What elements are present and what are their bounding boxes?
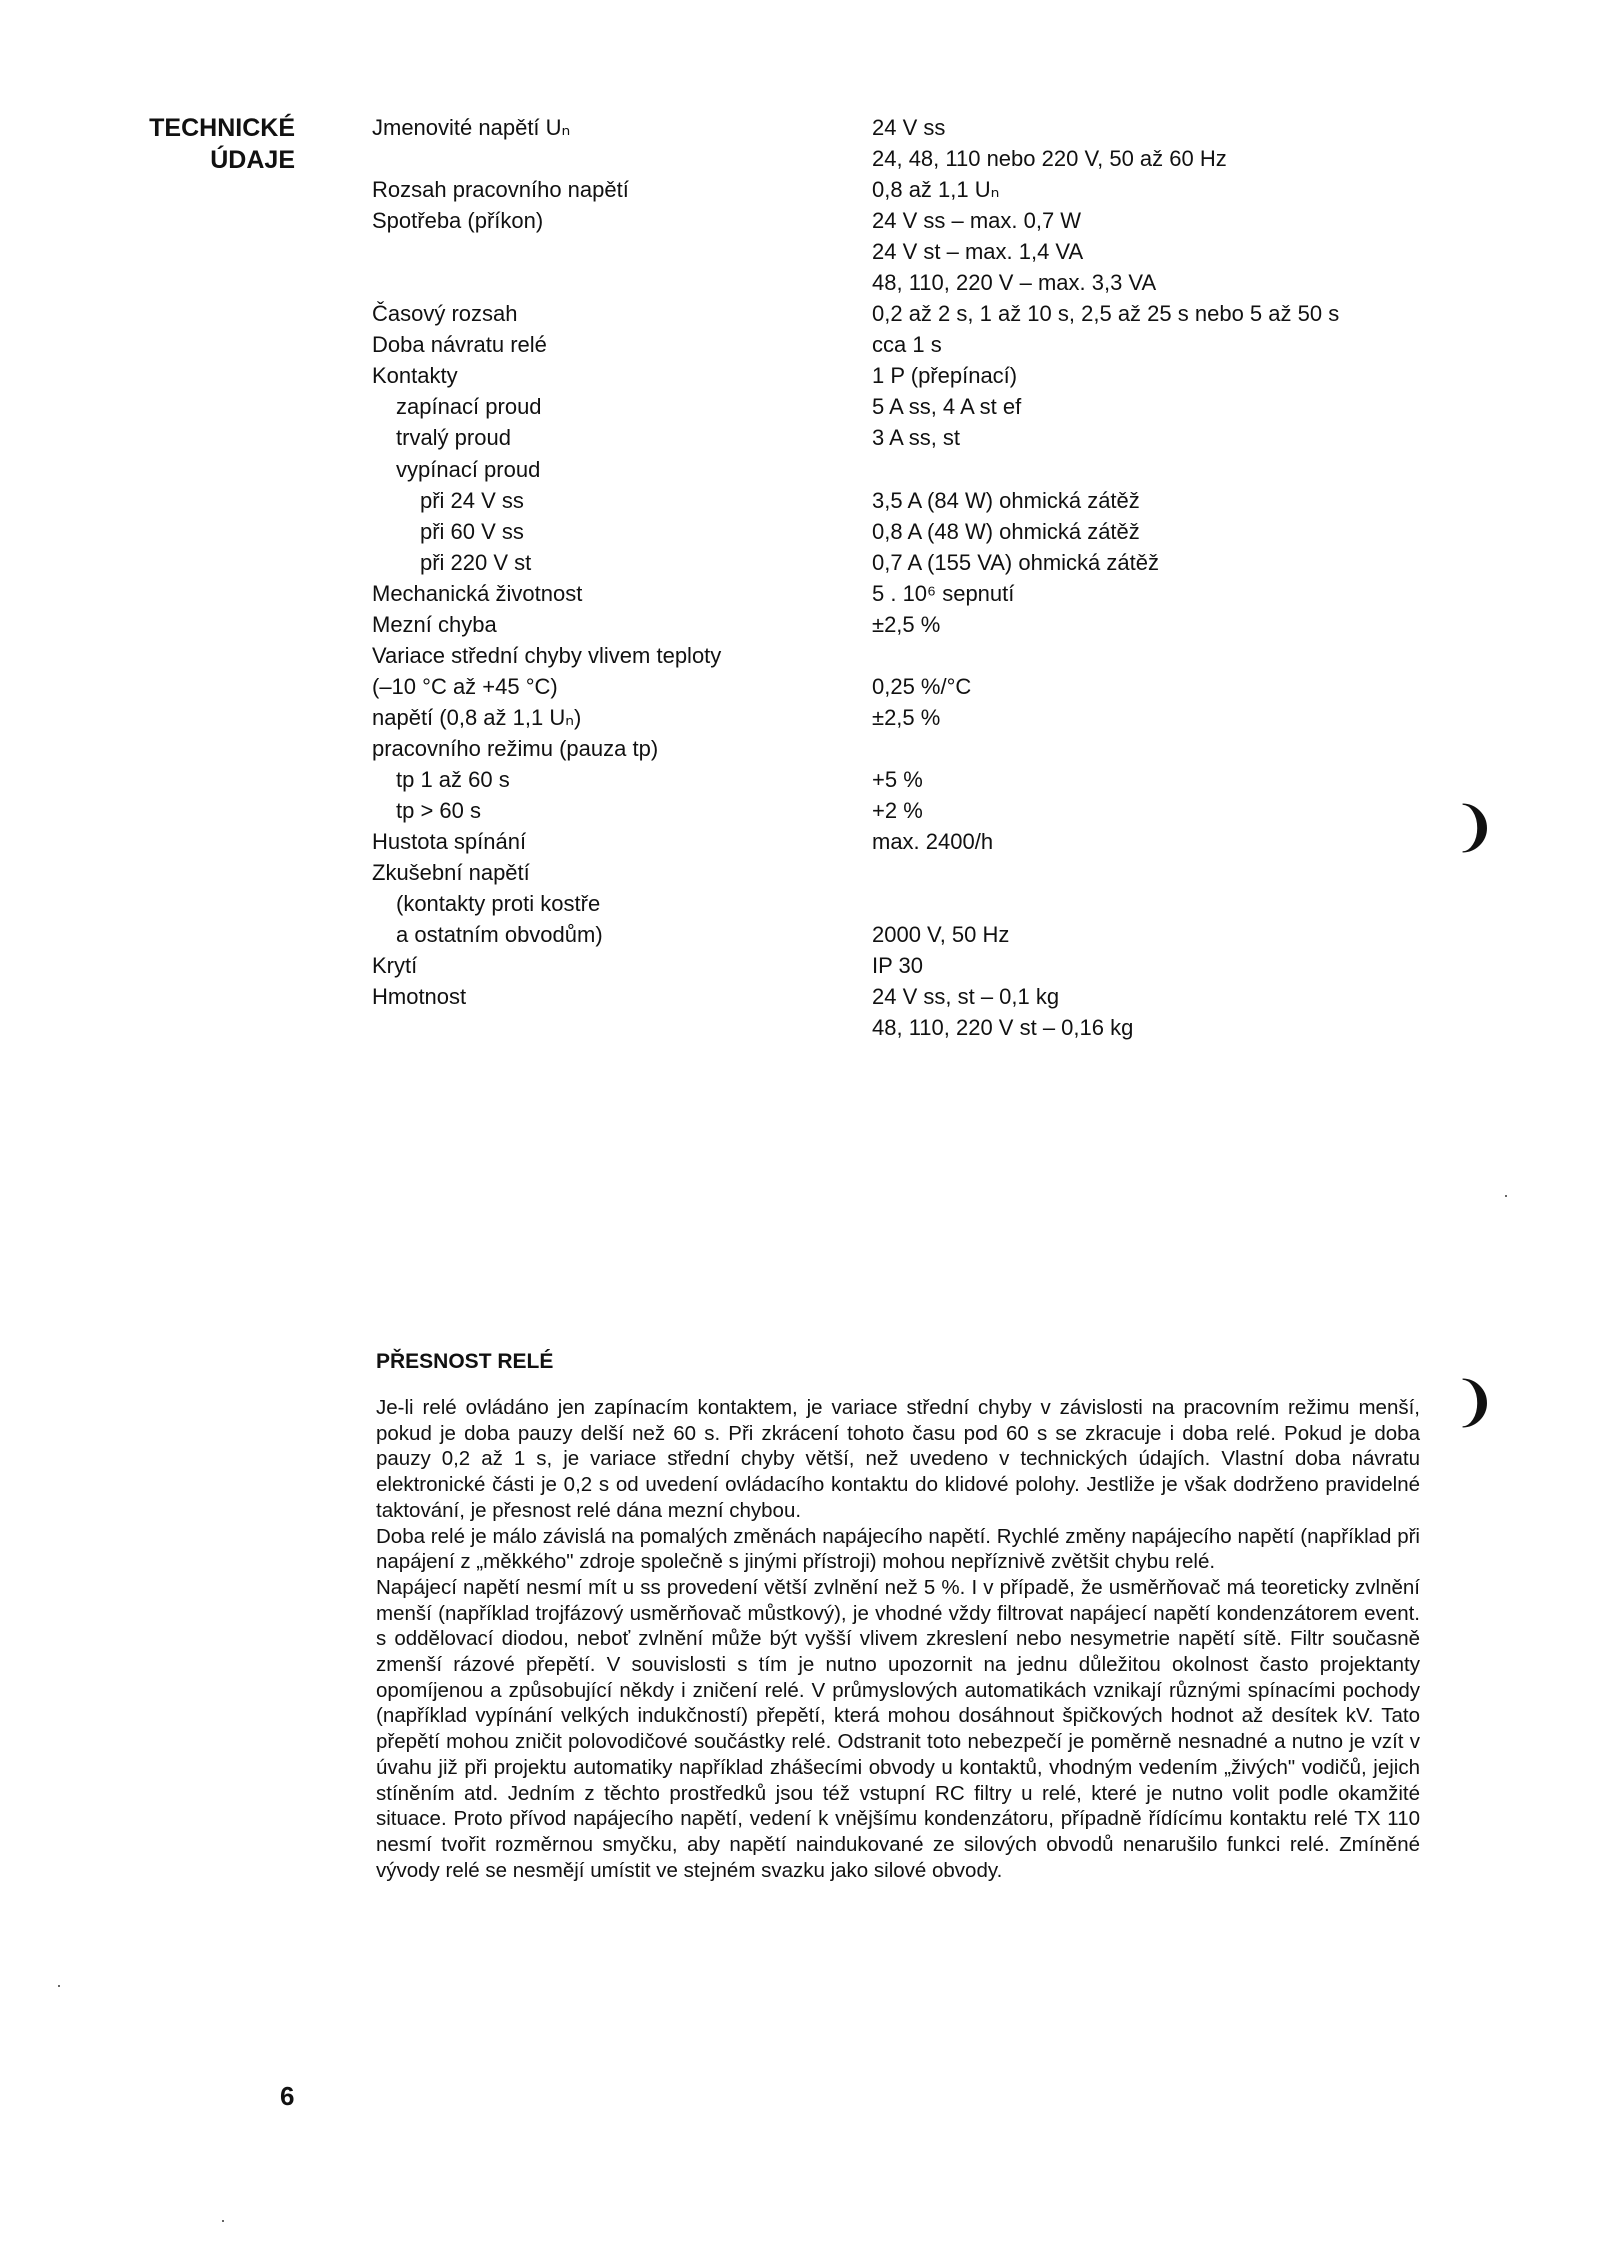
spec-label: Variace střední chyby vlivem teploty	[372, 642, 722, 668]
spec-value: +2 %	[872, 798, 923, 824]
paragraph: Doba relé je málo závislá na pomalých změnách napájecího napětí. Rychlé změny napájecího napětí (například při napájení z „měkkého" zdroje společně s jinými přístroji) mohou nepříznivě zvětšit chybu relé.	[376, 1524, 1420, 1574]
spec-label: Zkušební napětí	[372, 860, 530, 886]
spec-value: cca 1 s	[872, 332, 942, 358]
binder-hole-mark: ❩	[1452, 1372, 1498, 1432]
spec-value: 24, 48, 110 nebo 220 V, 50 až 60 Hz	[872, 146, 1227, 172]
spec-row	[372, 857, 1522, 888]
spec-row	[372, 112, 1522, 143]
spec-row	[372, 298, 1522, 329]
spec-label: při 60 V ss	[420, 518, 524, 544]
spec-row	[372, 919, 1522, 950]
spec-row	[372, 143, 1522, 174]
spec-label: Spotřeba (příkon)	[372, 208, 544, 234]
spec-label: Hmotnost	[372, 984, 467, 1010]
spec-row	[372, 671, 1522, 702]
page-number: 6	[280, 2081, 295, 2111]
spec-label: vypínací proud	[396, 456, 541, 482]
spec-value: 0,25 %/°C	[872, 673, 972, 699]
spec-label: tp 1 až 60 s	[396, 766, 510, 792]
accuracy-heading: PŘESNOST RELÉ	[376, 1350, 554, 1373]
spec-value: 24 V ss	[872, 115, 946, 140]
spec-value: 24 V ss – max. 0,7 W	[872, 208, 1082, 234]
spec-row	[372, 733, 1522, 764]
spec-row	[372, 516, 1522, 547]
spec-label: Jmenovité napětí Uₙ	[372, 115, 571, 140]
spec-value: ±2,5 %	[872, 611, 941, 637]
spec-row	[372, 640, 1522, 671]
spec-label: Hustota spínání	[372, 829, 527, 855]
spec-label: Mechanická životnost	[372, 580, 583, 606]
spec-row	[372, 267, 1522, 298]
spec-row	[372, 547, 1522, 578]
spec-row	[372, 795, 1522, 826]
spec-value: 0,8 až 1,1 Uₙ	[872, 177, 1000, 203]
spec-value: max. 2400/h	[872, 829, 994, 855]
spec-label: Časový rozsah	[372, 301, 518, 327]
spec-value: 3 A ss, st	[872, 425, 961, 451]
spec-value: 5 A ss, 4 A st ef	[872, 394, 1022, 420]
scan-speck	[1505, 1195, 1507, 1197]
spec-label: Doba návratu relé	[372, 332, 547, 358]
binder-hole-mark: ❩	[1452, 797, 1498, 857]
spec-row	[372, 454, 1522, 485]
spec-value: 24 V st – max. 1,4 VA	[872, 239, 1084, 265]
spec-row	[372, 950, 1522, 981]
spec-value: +5 %	[872, 766, 923, 792]
spec-label: při 220 V st	[420, 549, 532, 575]
accuracy-text	[376, 1395, 1420, 1883]
spec-label: Rozsah pracovního napětí	[372, 177, 629, 203]
spec-row	[372, 360, 1522, 391]
spec-value: 2000 V, 50 Hz	[872, 922, 1010, 948]
section-title	[120, 112, 295, 176]
spec-row	[372, 888, 1522, 919]
spec-label: napětí (0,8 až 1,1 Uₙ)	[372, 704, 582, 730]
spec-value: 0,7 A (155 VA) ohmická zátěž	[872, 549, 1159, 575]
spec-value: 1 P (přepínací)	[872, 363, 1018, 389]
spec-row	[372, 609, 1522, 640]
spec-value: 24 V ss, st – 0,1 kg	[872, 984, 1060, 1010]
spec-row	[372, 702, 1522, 733]
spec-value: 48, 110, 220 V – max. 3,3 VA	[872, 270, 1157, 296]
spec-row	[372, 826, 1522, 857]
section-title-line-1: TECHNICKÉ	[149, 114, 295, 142]
technical-specs-table	[372, 112, 1522, 1043]
paragraph: Napájecí napětí nesmí mít u ss provedení větší zvlnění než 5 %. I v případě, že usměrňovač má teoreticky zvlnění menší (například trojfázový usměrňovač můstkový), je vhodné vždy filtrovat napájecí napětí kondenzátorem event. s oddělovací diodou, neboť zvlnění může být vyšší vlivem zkreslení nebo nesymetrie napětí sítě. Filtr současně zmenší rázové přepětí. V souvislosti s tím je nutno upozornit na jednu důležitou okolnost často projektanty opomíjenou a způsobující někdy i zničení relé. V průmyslových automatikách vznikají různými spínacími pochody (například vypínání velkých indukčností) přepětí, která mohou dosáhnout špičkových hodnot až desítek kV. Tato přepětí mohou zničit polovodičové součástky relé. Odstranit toto nebezpečí je poměrně nesnadné a nutno je vzít v úvahu již při projektu automatiky například zhášecími obvody u kontaktů, vhodným vedením „živých" vodičů, jejich stíněním atd. Jedním z těchto prostředků jsou též vstupní RC filtry u relé, které je nutno volit podle okamžité situace. Proto přívod napájecího napětí, vedení k vnějšímu kondenzátoru, případně řídícímu kontaktu relé TX 110 nesmí tvořit rozměrnou smyčku, aby napětí naindukované ze silových obvodů nenarušilo funkci relé. Zmíněné vývody relé se nesmějí umístit ve stejném svazku jako silové obvody.	[376, 1575, 1420, 1882]
spec-value: 48, 110, 220 V st – 0,16 kg	[872, 1015, 1134, 1041]
spec-row	[372, 422, 1522, 453]
spec-label: trvalý proud	[396, 425, 511, 451]
scan-speck	[222, 2220, 224, 2222]
spec-label: Krytí	[372, 953, 418, 979]
section-title-line-2: ÚDAJE	[210, 146, 295, 174]
paragraph: Je-li relé ovládáno jen zapínacím kontaktem, je variace střední chyby v závislosti na pracovním režimu menší, pokud je doba pauzy delší než 60 s. Při zkrácení tohoto času pod 60 s se zkracuje i doba relé. Pokud je doba pauzy 0,2 až 1 s, je variace střední chyby větší, než uvedeno v technických údajích. Vlastní doba návratu elektronické části je 0,2 s od uvedení ovládacího kontaktu do klidové polohy. Jestliže je však dodrženo pravidelné taktování, je přesnost relé dána mezní chybou.	[376, 1396, 1420, 1522]
spec-row	[372, 981, 1522, 1012]
spec-value: ±2,5 %	[872, 704, 941, 730]
spec-label: tp > 60 s	[396, 798, 482, 824]
spec-value: 0,8 A (48 W) ohmická zátěž	[872, 518, 1140, 544]
spec-label: (kontakty proti kostře	[396, 891, 601, 917]
spec-row	[372, 1012, 1522, 1043]
spec-row	[372, 391, 1522, 422]
spec-row	[372, 485, 1522, 516]
spec-label: při 24 V ss	[420, 487, 524, 513]
spec-row	[372, 236, 1522, 267]
spec-label: Mezní chyba	[372, 611, 497, 637]
spec-value: 3,5 A (84 W) ohmická zátěž	[872, 487, 1140, 513]
spec-row	[372, 174, 1522, 205]
scan-speck	[58, 1985, 60, 1987]
spec-label: Kontakty	[372, 363, 458, 389]
spec-row	[372, 329, 1522, 360]
spec-value: 0,2 až 2 s, 1 až 10 s, 2,5 až 25 s nebo 5 až 50 s	[872, 301, 1340, 327]
spec-label: zapínací proud	[396, 394, 542, 420]
spec-row	[372, 205, 1522, 236]
spec-row	[372, 578, 1522, 609]
spec-value: 5 . 10⁶ sepnutí	[872, 580, 1015, 606]
spec-row	[372, 764, 1522, 795]
spec-label: (–10 °C až +45 °C)	[372, 673, 558, 699]
spec-value: IP 30	[872, 953, 923, 979]
spec-label: pracovního režimu (pauza tp)	[372, 735, 659, 761]
spec-label: a ostatním obvodům)	[396, 922, 603, 948]
